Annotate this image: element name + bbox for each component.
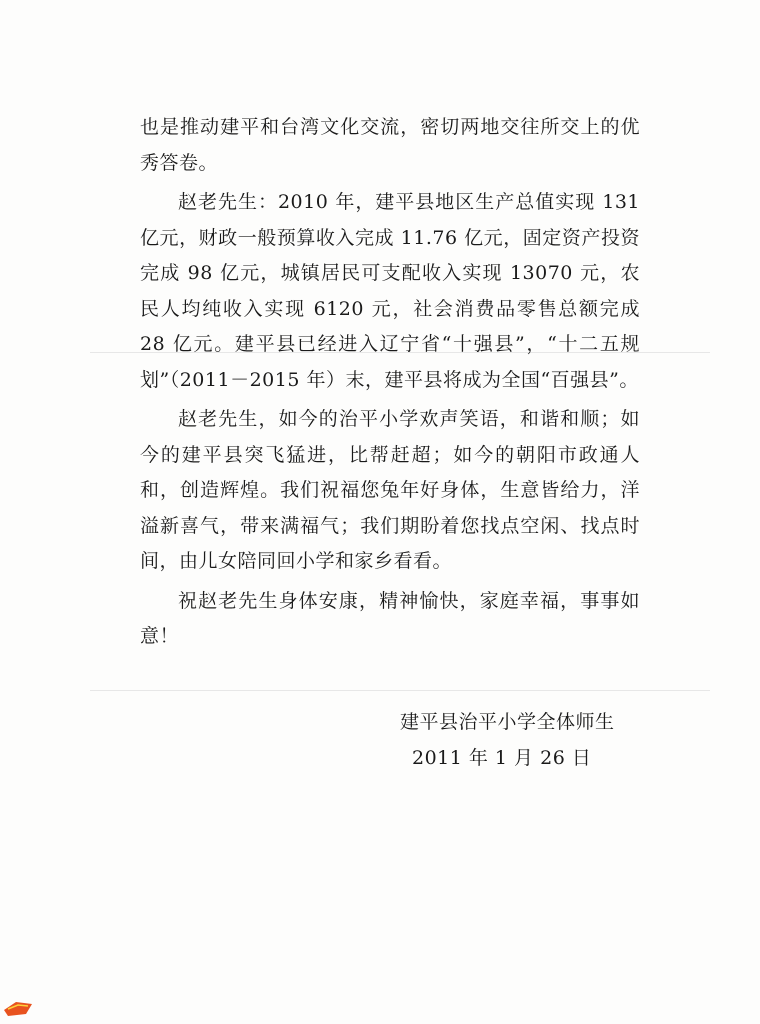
letter-body: [140, 110, 640, 659]
paragraph: 赵老先生：2010 年，建平县地区生产总值实现 131 亿元，财政一般预算收入完成 11.76 亿元，固定资产投资完成 98 亿元，城镇居民可支配收入实现 13070 元，农民人均纯收入实现 6120 元，社会消费品零售总额完成 28 亿元。建平县已经进入辽宁省“十强县”，“十二五规划”（2011－2015 年）末，建平县将成为全国“百强县”。: [140, 191, 640, 391]
sender-name: 建平县治平小学全体师生: [400, 711, 615, 733]
scan-artifact-line: [90, 690, 710, 691]
paragraph: 也是推动建平和台湾文化交流，密切两地交往所交上的优秀答卷。: [140, 116, 640, 174]
paragraph: 赵老先生，如今的治平小学欢声笑语，和谐和顺；如今的建平县突飞猛进，比帮赶超；如今的朝阳市政通人和，创造辉煌。我们祝福您兔年好身体，生意皆给力，洋溢新喜气，带来满福气；我们期盼着您找点空闲、找点时间，由儿女陪同回小学和家乡看看。: [140, 408, 640, 572]
corner-mark-icon: [2, 996, 36, 1018]
paragraph: 祝赵老先生身体安康，精神愉快，家庭幸福，事事如意！: [140, 589, 640, 647]
letter-signature: [400, 704, 615, 776]
letter-date: 2011 年 1 月 26 日: [412, 747, 592, 769]
